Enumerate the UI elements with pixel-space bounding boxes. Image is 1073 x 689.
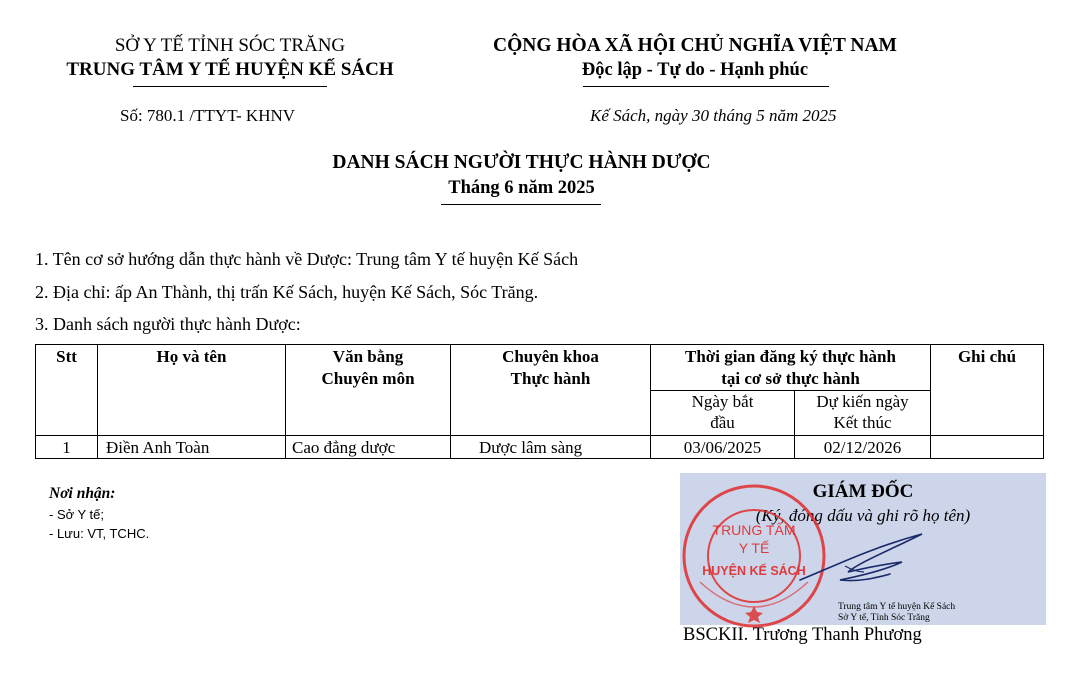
signer-name: BSCKII. Trương Thanh Phương (683, 625, 922, 645)
nation-name: CỘNG HÒA XÃ HỘI CHỦ NGHĨA VIỆT NAM (493, 35, 897, 56)
national-motto (460, 34, 930, 82)
org-underline (133, 86, 327, 87)
signer-title: GIÁM ĐỐC (812, 481, 914, 502)
motto-underline (583, 86, 829, 87)
document-number: Số: 780.1 /TTYT- KHNV (120, 106, 296, 125)
svg-text:TRUNG TÂM: TRUNG TÂM (712, 522, 796, 538)
digital-signature-dept: Sở Y tế, Tỉnh Sóc Trăng (838, 613, 930, 623)
cell-stt: 1 (36, 436, 98, 459)
motto: Độc lập - Tự do - Hạnh phúc (581, 60, 809, 80)
col-header-start: Ngày bắt đầu (651, 391, 795, 436)
table-row (36, 436, 1044, 459)
svg-text:HUYỆN KẾ SÁCH: HUYỆN KẾ SÁCH (702, 564, 806, 578)
recipient-item: - Sở Y tế; (49, 507, 105, 522)
issuing-organization (30, 34, 430, 82)
col-header-period: Thời gian đăng ký thực hành tại cơ sở thực hành (651, 345, 931, 391)
col-header-note: Ghi chú (931, 345, 1044, 436)
document-title: DANH SÁCH NGƯỜI THỰC HÀNH DƯỢC (332, 152, 711, 173)
col-header-degree: Văn bằng Chuyên môn (286, 345, 451, 436)
address-line: 2. Địa chỉ: ấp An Thành, thị trấn Kế Sách, huyện Kế Sách, Sóc Trăng. (35, 282, 539, 302)
cell-degree: Cao đẳng dược (286, 436, 451, 459)
digital-signature-org: Trung tâm Y tế huyện Kế Sách (838, 602, 956, 612)
cell-name: Điền Anh Toàn (98, 436, 286, 459)
cell-start: 03/06/2025 (651, 436, 795, 459)
list-heading: 3. Danh sách người thực hành Dược: (35, 314, 301, 334)
recipients-heading: Nơi nhận: (49, 485, 116, 502)
col-header-stt: Stt (36, 345, 98, 436)
recipient-item: - Lưu: VT, TCHC. (49, 526, 150, 541)
org-name: TRUNG TÂM Y TẾ HUYỆN KẾ SÁCH (66, 59, 394, 80)
facility-line: 1. Tên cơ sở hướng dẫn thực hành về Dược: Trung tâm Y tế huyện Kế Sách (35, 249, 579, 269)
handwritten-signature (790, 528, 940, 598)
cell-specialty: Dược lâm sàng (451, 436, 651, 459)
signature-instruction: (Ký, đóng dấu và ghi rõ họ tên) (755, 506, 971, 525)
digital-signature-info (838, 602, 955, 624)
place-date: Kế Sách, ngày 30 tháng 5 năm 2025 (590, 106, 837, 125)
cell-note (931, 436, 1044, 459)
col-header-end: Dự kiến ngày Kết thúc (795, 391, 931, 436)
cell-end: 02/12/2026 (795, 436, 931, 459)
org-parent-name: SỞ Y TẾ TỈNH SÓC TRĂNG (114, 35, 346, 56)
col-header-name: Họ và tên (98, 345, 286, 436)
recipients-block (49, 485, 149, 543)
subtitle-underline (441, 204, 601, 205)
svg-text:Y TẾ: Y TẾ (738, 540, 770, 556)
table-header-row (36, 345, 1044, 391)
col-header-specialty: Chuyên khoa Thực hành (451, 345, 651, 436)
document-subtitle: Tháng 6 năm 2025 (448, 178, 595, 198)
trainee-table (35, 344, 1044, 459)
